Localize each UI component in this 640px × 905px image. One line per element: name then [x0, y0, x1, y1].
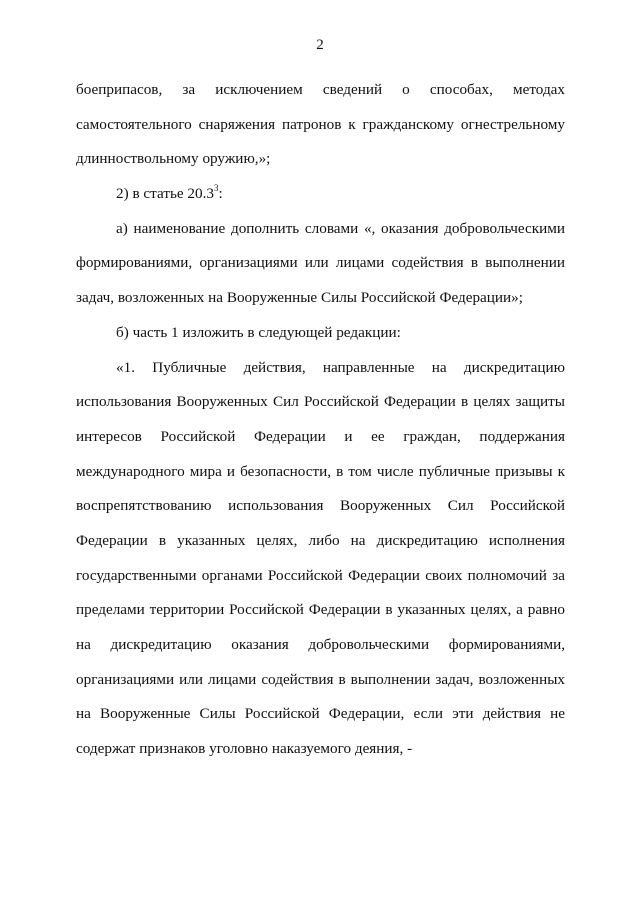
text-line: самостоятельного снаряжения патронов к гражданскому огнестрельному: [76, 115, 565, 133]
paragraph-part-1: [76, 351, 565, 767]
text-line: боеприпасов, за исключением сведений о способах, методах: [76, 81, 565, 98]
paragraph-item-b: [76, 316, 565, 351]
page-number: 2: [316, 37, 324, 53]
text-line: использования Вооруженных Сил Российской Федерации в целях защиты: [76, 393, 565, 411]
text-line: содержат признаков уголовно наказуемого деяния, -: [76, 740, 413, 758]
article-superscript: 3: [214, 183, 219, 194]
text-line: формированиями, организациями или лицами содействия в выполнении: [76, 254, 565, 272]
text-line: воспрепятствованию использования Вооруженных Сил Российской: [76, 497, 565, 515]
document-body: [76, 73, 565, 767]
text-line: [76, 177, 565, 212]
text-line: задач, возложенных на Вооруженные Силы Российской Федерации»;: [76, 289, 523, 307]
text-line: интересов Российской Федерации и ее граждан, поддержания: [76, 427, 565, 445]
article-colon: :: [218, 185, 223, 203]
paragraph-item-a: [76, 212, 565, 316]
text-line: б) часть 1 изложить в следующей редакции:: [116, 323, 401, 341]
article-reference: 2) в статье 20.3: [116, 185, 215, 203]
paragraph-article-2: [76, 177, 565, 212]
text-line: Федерации в указанных целях, либо на дискредитацию исполнения: [76, 532, 565, 549]
text-line: на дискредитацию оказания добровольческими формированиями,: [76, 636, 565, 654]
text-line: пределами территории Российской Федерации в указанных целях, а равно: [76, 601, 565, 619]
text-line: международного мира и безопасности, в том числе публичные призывы к: [76, 462, 565, 480]
text-line: на Вооруженные Силы Российской Федерации, если эти действия не: [76, 705, 565, 723]
paragraph-ammunition-continuation: [76, 73, 565, 177]
text-line: «1. Публичные действия, направленные на дискредитацию: [116, 358, 565, 376]
text-line: длинноствольному оружию,»;: [76, 150, 271, 168]
text-line: государственными органами Российской Федерации своих полномочий за: [76, 566, 565, 584]
text-line: а) наименование дополнить словами «, оказания добровольческими: [116, 219, 565, 237]
text-line: организациями или лицами содействия в выполнении задач, возложенных: [76, 670, 565, 688]
